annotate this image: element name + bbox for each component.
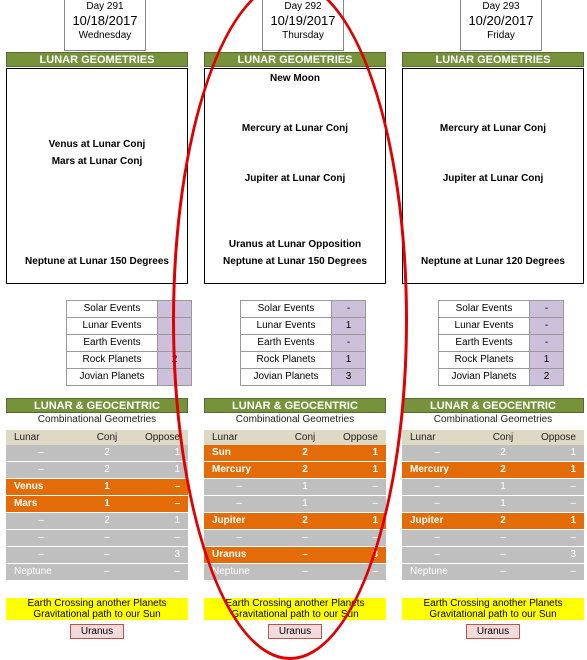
table-row bbox=[204, 496, 386, 512]
row-oppose: – bbox=[570, 532, 576, 543]
table-row bbox=[204, 479, 386, 495]
table-header bbox=[6, 430, 188, 445]
row-conj: – bbox=[302, 566, 308, 577]
day-column bbox=[204, 0, 386, 640]
row-body: – bbox=[38, 515, 44, 526]
row-body: – bbox=[236, 481, 242, 492]
event-count-value: - bbox=[530, 301, 563, 317]
event-count-value: 1 bbox=[332, 352, 365, 368]
event-count-row bbox=[439, 352, 563, 369]
row-oppose: 1 bbox=[174, 515, 180, 526]
table-row bbox=[204, 564, 386, 580]
row-conj: – bbox=[302, 549, 308, 560]
row-body: Sun bbox=[212, 447, 231, 458]
row-conj: 1 bbox=[104, 481, 110, 492]
table-row bbox=[402, 564, 584, 580]
row-oppose: 1 bbox=[570, 464, 576, 475]
event-count-value: - bbox=[332, 301, 365, 317]
lunar-geometries-title: LUNAR GEOMETRIES bbox=[6, 52, 188, 67]
lunar-geometries-title: LUNAR GEOMETRIES bbox=[204, 52, 386, 67]
day-weekday: Thursday bbox=[282, 30, 324, 41]
header-oppose: Oppose bbox=[342, 432, 378, 443]
table-row bbox=[6, 479, 188, 495]
row-body: Uranus bbox=[212, 549, 247, 560]
row-oppose: 1 bbox=[372, 447, 378, 458]
lunar-geometries-box bbox=[402, 68, 584, 284]
day-date: 10/20/2017 bbox=[468, 13, 534, 28]
row-body: – bbox=[434, 498, 440, 509]
row-conj: 1 bbox=[302, 481, 308, 492]
row-conj: 1 bbox=[302, 498, 308, 509]
event-count-row bbox=[67, 369, 191, 385]
day-number: Day 292 bbox=[284, 1, 322, 12]
lunar-event: New Moon bbox=[270, 73, 320, 84]
event-count-label: Lunar Events bbox=[241, 318, 332, 334]
event-count-value bbox=[158, 335, 191, 351]
event-count-label: Jovian Planets bbox=[67, 369, 158, 385]
lunar-event: Mercury at Lunar Conj bbox=[439, 122, 547, 134]
event-count-row bbox=[241, 352, 365, 369]
header-lunar: Lunar bbox=[212, 432, 238, 443]
row-conj: 2 bbox=[302, 515, 308, 526]
row-oppose: 1 bbox=[570, 515, 576, 526]
event-count-row bbox=[439, 318, 563, 335]
lunar-geocentric-title: LUNAR & GEOCENTRIC bbox=[6, 398, 188, 413]
row-body: Mercury bbox=[410, 464, 449, 475]
combinational-geometries-label: Combinational Geometries bbox=[235, 414, 355, 425]
header-oppose: Oppose bbox=[540, 432, 576, 443]
event-count-label: Lunar Events bbox=[439, 318, 530, 334]
row-conj: 2 bbox=[104, 515, 110, 526]
event-count-value: - bbox=[332, 335, 365, 351]
event-count-row bbox=[439, 301, 563, 318]
yellow-note-1: Earth Crossing another Planets bbox=[402, 598, 584, 609]
row-body: Venus bbox=[14, 481, 44, 492]
row-body: Mars bbox=[14, 498, 38, 509]
row-conj: 2 bbox=[500, 447, 506, 458]
table-row bbox=[6, 445, 188, 461]
lunar-geocentric-title: LUNAR & GEOCENTRIC bbox=[402, 398, 584, 413]
row-conj: 1 bbox=[500, 481, 506, 492]
row-body: – bbox=[38, 549, 44, 560]
table-row bbox=[6, 564, 188, 580]
event-count-label: Rock Planets bbox=[241, 352, 332, 368]
combinational-geometries-label: Combinational Geometries bbox=[37, 414, 157, 425]
lunar-event: Neptune at Lunar 150 Degrees bbox=[25, 255, 169, 267]
header-lunar: Lunar bbox=[14, 432, 40, 443]
event-counts-table bbox=[438, 300, 564, 386]
event-count-value bbox=[158, 369, 191, 385]
lunar-event: Uranus at Lunar Opposition bbox=[228, 239, 362, 250]
row-conj: – bbox=[302, 532, 308, 543]
event-count-row bbox=[439, 335, 563, 352]
event-count-value: - bbox=[530, 335, 563, 351]
geometries-table bbox=[6, 430, 188, 581]
event-count-value bbox=[158, 301, 191, 317]
header-conj: Conj bbox=[96, 432, 118, 443]
table-row bbox=[6, 513, 188, 529]
table-row bbox=[402, 547, 584, 563]
day-header bbox=[64, 0, 146, 51]
event-count-label: Rock Planets bbox=[67, 352, 158, 368]
lunar-geometries-box bbox=[6, 68, 188, 284]
row-oppose: 1 bbox=[174, 447, 180, 458]
row-conj: 2 bbox=[104, 447, 110, 458]
row-conj: 2 bbox=[302, 464, 308, 475]
row-conj: 1 bbox=[500, 498, 506, 509]
day-column bbox=[402, 0, 584, 640]
row-oppose: 1 bbox=[372, 464, 378, 475]
event-count-row bbox=[67, 335, 191, 352]
lunar-event: Jupiter at Lunar Conj bbox=[244, 172, 346, 184]
row-conj: 2 bbox=[500, 464, 506, 475]
row-oppose: 1 bbox=[372, 515, 378, 526]
row-conj: – bbox=[500, 532, 506, 543]
table-row bbox=[402, 479, 584, 495]
yellow-note-2: Gravitational path to our Sun bbox=[6, 609, 188, 620]
combinational-geometries-label: Combinational Geometries bbox=[433, 414, 553, 425]
row-oppose: – bbox=[372, 498, 378, 509]
row-oppose: – bbox=[174, 532, 180, 543]
uranus-tag: Uranus bbox=[70, 624, 124, 639]
event-count-label: Solar Events bbox=[241, 301, 332, 317]
day-weekday: Wednesday bbox=[78, 30, 132, 41]
table-row bbox=[204, 547, 386, 563]
day-weekday: Friday bbox=[487, 30, 515, 41]
row-body: Mercury bbox=[212, 464, 251, 475]
row-oppose: – bbox=[570, 498, 576, 509]
table-row bbox=[204, 530, 386, 546]
row-conj: – bbox=[104, 566, 110, 577]
row-body: – bbox=[434, 532, 440, 543]
geometries-table bbox=[204, 430, 386, 581]
row-oppose: 3 bbox=[174, 549, 180, 560]
row-body: – bbox=[38, 464, 44, 475]
table-row bbox=[6, 547, 188, 563]
lunar-geometries-title: LUNAR GEOMETRIES bbox=[402, 52, 584, 67]
row-conj: – bbox=[104, 549, 110, 560]
day-number: Day 291 bbox=[86, 1, 124, 12]
yellow-note-2: Gravitational path to our Sun bbox=[204, 609, 386, 620]
event-count-value: 1 bbox=[332, 318, 365, 334]
row-conj: 1 bbox=[104, 498, 110, 509]
row-body: Jupiter bbox=[410, 515, 444, 526]
row-oppose: 1 bbox=[570, 447, 576, 458]
yellow-note-1: Earth Crossing another Planets bbox=[204, 598, 386, 609]
event-count-label: Earth Events bbox=[241, 335, 332, 351]
event-count-row bbox=[241, 369, 365, 385]
table-row bbox=[6, 530, 188, 546]
row-oppose: – bbox=[372, 481, 378, 492]
header-lunar: Lunar bbox=[410, 432, 436, 443]
table-row bbox=[402, 530, 584, 546]
yellow-note-2: Gravitational path to our Sun bbox=[402, 609, 584, 620]
event-count-label: Lunar Events bbox=[67, 318, 158, 334]
event-count-label: Jovian Planets bbox=[241, 369, 332, 385]
uranus-tag: Uranus bbox=[268, 624, 322, 639]
lunar-event: Mercury at Lunar Conj bbox=[241, 122, 349, 134]
row-oppose: 3 bbox=[372, 549, 378, 560]
row-conj: 2 bbox=[104, 464, 110, 475]
event-count-row bbox=[439, 369, 563, 385]
event-count-value: - bbox=[530, 318, 563, 334]
event-count-label: Earth Events bbox=[439, 335, 530, 351]
event-counts-table bbox=[66, 300, 192, 386]
row-oppose: – bbox=[570, 566, 576, 577]
day-date: 10/19/2017 bbox=[270, 13, 336, 28]
table-header bbox=[402, 430, 584, 445]
event-count-label: Earth Events bbox=[67, 335, 158, 351]
uranus-tag: Uranus bbox=[466, 624, 520, 639]
row-body: – bbox=[38, 447, 44, 458]
row-conj: 2 bbox=[500, 515, 506, 526]
row-oppose: – bbox=[372, 566, 378, 577]
table-row bbox=[204, 462, 386, 478]
table-row bbox=[402, 513, 584, 529]
row-conj: – bbox=[500, 549, 506, 560]
lunar-event: Jupiter at Lunar Conj bbox=[442, 172, 544, 184]
table-row bbox=[6, 496, 188, 512]
event-count-row bbox=[67, 318, 191, 335]
row-conj: – bbox=[104, 532, 110, 543]
lunar-event: Neptune at Lunar 120 Degrees bbox=[421, 255, 565, 267]
row-oppose: 1 bbox=[174, 464, 180, 475]
row-oppose: – bbox=[174, 566, 180, 577]
event-count-row bbox=[67, 301, 191, 318]
row-body: – bbox=[236, 532, 242, 543]
yellow-note-1: Earth Crossing another Planets bbox=[6, 598, 188, 609]
event-count-row bbox=[241, 318, 365, 335]
table-row bbox=[204, 513, 386, 529]
event-count-label: Solar Events bbox=[439, 301, 530, 317]
row-body: – bbox=[236, 498, 242, 509]
lunar-event: Mars at Lunar Conj bbox=[51, 156, 143, 167]
table-row bbox=[402, 496, 584, 512]
row-oppose: – bbox=[372, 532, 378, 543]
event-count-value: 1 bbox=[530, 352, 563, 368]
row-oppose: – bbox=[570, 481, 576, 492]
event-count-row bbox=[241, 301, 365, 318]
row-conj: – bbox=[500, 566, 506, 577]
row-body: Jupiter bbox=[212, 515, 246, 526]
table-header bbox=[204, 430, 386, 445]
day-header bbox=[460, 0, 542, 51]
lunar-event: Venus at Lunar Conj bbox=[48, 139, 146, 151]
event-count-row bbox=[67, 352, 191, 369]
day-date: 10/18/2017 bbox=[72, 13, 138, 28]
table-row bbox=[402, 445, 584, 461]
header-oppose: Oppose bbox=[144, 432, 180, 443]
table-row bbox=[204, 445, 386, 461]
row-body: – bbox=[434, 481, 440, 492]
row-body: Neptune bbox=[14, 566, 52, 577]
event-count-value: 3 bbox=[332, 369, 365, 385]
day-header bbox=[262, 0, 344, 51]
table-row bbox=[402, 462, 584, 478]
row-body: – bbox=[434, 549, 440, 560]
event-count-value bbox=[158, 318, 191, 334]
lunar-event: Neptune at Lunar 150 Degrees bbox=[223, 255, 367, 267]
row-body: Neptune bbox=[212, 566, 250, 577]
lunar-geometries-box bbox=[204, 68, 386, 284]
event-count-value: 2 bbox=[530, 369, 563, 385]
header-conj: Conj bbox=[492, 432, 514, 443]
row-body: – bbox=[38, 532, 44, 543]
row-oppose: – bbox=[174, 481, 180, 492]
row-oppose: – bbox=[174, 498, 180, 509]
row-oppose: 3 bbox=[570, 549, 576, 560]
event-count-label: Solar Events bbox=[67, 301, 158, 317]
event-count-label: Jovian Planets bbox=[439, 369, 530, 385]
event-count-label: Rock Planets bbox=[439, 352, 530, 368]
event-counts-table bbox=[240, 300, 366, 386]
geometries-table bbox=[402, 430, 584, 581]
row-body: Neptune bbox=[410, 566, 448, 577]
event-count-value: 2 bbox=[158, 352, 191, 368]
row-conj: 2 bbox=[302, 447, 308, 458]
row-body: – bbox=[434, 447, 440, 458]
day-number: Day 293 bbox=[482, 1, 520, 12]
table-row bbox=[6, 462, 188, 478]
lunar-geocentric-title: LUNAR & GEOCENTRIC bbox=[204, 398, 386, 413]
day-column bbox=[6, 0, 188, 640]
header-conj: Conj bbox=[294, 432, 316, 443]
event-count-row bbox=[241, 335, 365, 352]
